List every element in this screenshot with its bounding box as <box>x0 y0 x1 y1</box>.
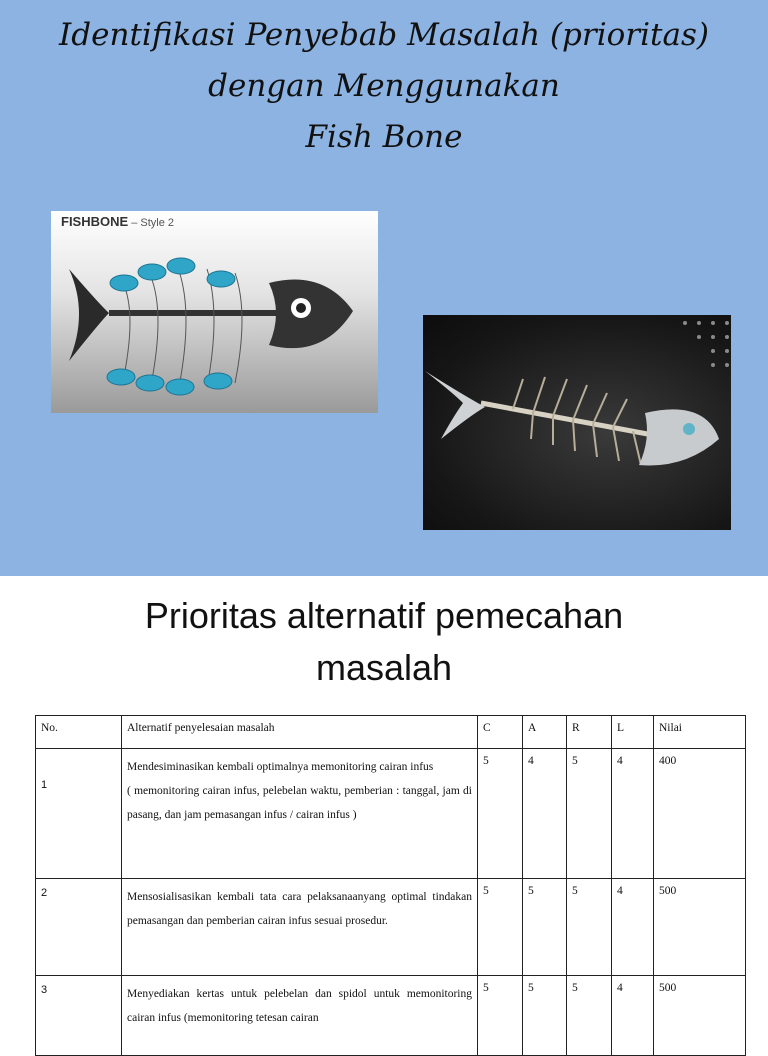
row-nilai: 400 <box>654 749 746 879</box>
fish-tail <box>69 269 109 361</box>
priority-table <box>35 715 746 1056</box>
row-score-l: 4 <box>612 749 654 879</box>
title-line: Identifikasi Penyebab Masalah (prioritas) <box>59 17 709 53</box>
slide-title <box>0 10 768 163</box>
row-alternative <box>122 879 478 976</box>
col-header-no: No. <box>36 716 122 749</box>
table-row <box>36 879 746 976</box>
row-alternative <box>122 749 478 879</box>
photo-head <box>639 409 719 465</box>
photo-spine <box>481 403 653 435</box>
fish-bubbles <box>107 258 235 395</box>
title-line: dengan Menggunakan <box>208 68 560 104</box>
photo-eye <box>683 423 695 435</box>
col-header-r: R <box>567 716 612 749</box>
row-score-c: 5 <box>478 879 523 976</box>
row-no: 3 <box>36 976 122 1056</box>
fishbone-label-light: – Style 2 <box>128 217 175 229</box>
row-no: 1 <box>36 749 122 879</box>
row-score-c: 5 <box>478 749 523 879</box>
row-score-r: 5 <box>567 976 612 1056</box>
row-no: 2 <box>36 879 122 976</box>
title-line: Prioritas alternatif pemecahan <box>144 595 624 636</box>
col-header-a: A <box>523 716 567 749</box>
title-line: Fish Bone <box>305 119 463 155</box>
fishbone-label-bold: FISHBONE <box>61 214 129 229</box>
row-score-r: 5 <box>567 879 612 976</box>
fish-skeleton-graphic <box>423 315 731 530</box>
col-header-c: C <box>478 716 523 749</box>
row-alternative <box>122 976 478 1056</box>
row-score-a: 5 <box>523 879 567 976</box>
col-header-nilai: Nilai <box>654 716 746 749</box>
fish-head <box>269 280 353 349</box>
row-score-a: 4 <box>523 749 567 879</box>
row-nilai: 500 <box>654 976 746 1056</box>
slide-title <box>0 590 768 694</box>
table-row <box>36 749 746 879</box>
row-alternative-text: Menyediakan kertas untuk pelebelan dan spidol untuk memonitoring cairan infus (memonitoring tetesan cairan <box>127 988 472 1024</box>
row-score-r: 5 <box>567 749 612 879</box>
col-header-l: L <box>612 716 654 749</box>
row-score-l: 4 <box>612 879 654 976</box>
fishbone-graphic <box>51 211 378 413</box>
table-row <box>36 976 746 1056</box>
row-alternative-text: Mensosialisasikan kembali tata cara pelaksanaanyang optimal tindakan pemasangan dan pemberian cairan infus sesuai prosedur. <box>127 891 472 927</box>
table-header-row <box>36 716 746 749</box>
row-score-a: 5 <box>523 976 567 1056</box>
row-alternative-text: Mendesiminasikan kembali optimalnya memonitoring cairan infus <box>127 761 434 773</box>
photo-dots <box>683 321 729 367</box>
fishbone-diagram-image <box>51 211 378 413</box>
col-header-alternative: Alternatif penyelesaian masalah <box>122 716 478 749</box>
row-alternative-detail: ( memonitoring cairan infus, pelebelan waktu, pemberian : tanggal, jam di pasang, dan jam pemasangan infus / cairan infus ) <box>127 785 472 821</box>
title-line: masalah <box>315 647 453 688</box>
photo-tail <box>425 371 485 439</box>
row-score-l: 4 <box>612 976 654 1056</box>
fish-skeleton-photo <box>423 315 731 530</box>
fish-pupil <box>296 303 306 313</box>
row-nilai: 500 <box>654 879 746 976</box>
row-score-c: 5 <box>478 976 523 1056</box>
slide-priority <box>0 576 768 1024</box>
